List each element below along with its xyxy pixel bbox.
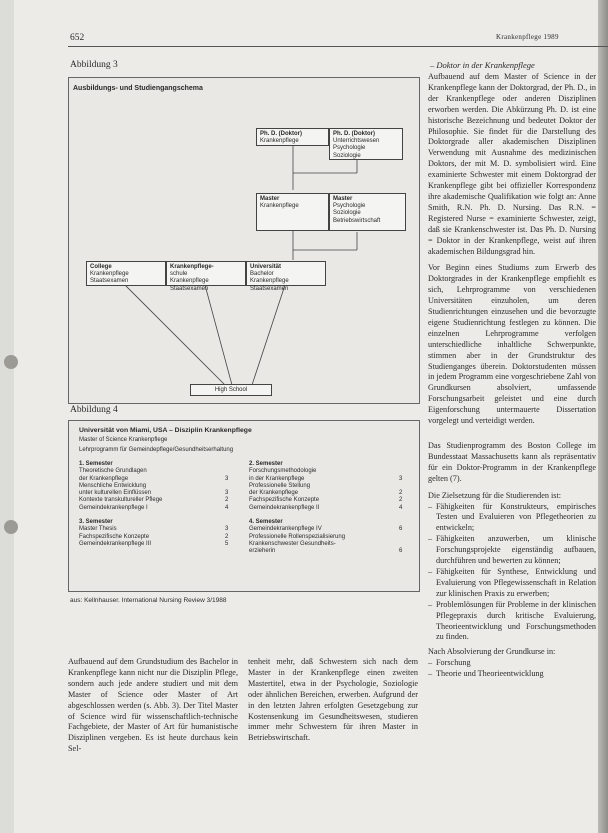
box-phd-nursing: Ph. D. (Doktor) Krankenpflege <box>256 128 329 146</box>
semester-block: 1. Semester Theoretische Grundlagen der Krankenpflege Menschliche Entwicklung unter kulturellen Einflüssen Kontexte transkultureller Pflege Gemeindekrankenpflege I <box>79 461 163 511</box>
box-master-nursing: Master Krankenpflege <box>256 193 329 231</box>
semester-block: 4. Semester Gemeindekrankenpflege IV Professionelle Rollenspezialisierung Krankenschwester Gesundheits- erzieherin <box>249 519 346 555</box>
figure3-label: Abbildung 3 <box>70 60 118 70</box>
credits-column: 6 6 <box>399 526 403 555</box>
body-paragraph: Aufbauend auf dem Master of Science in der Krankenpflege kann der Doktorgrad, der Ph. D., in der Krankenpflege oder anderen Disziplinen erworben werden. Die Abkürzung Ph. D. ist eine historische Bezeichnung und bedeutet Doktor der Philosophie. Sie findet für die Darstellung des Doktorgrade aller akademischen Disziplinen Verwendung mit Ausnahme des medizinischen Doktors, der mit M. D. symbolisiert wird. Eine examinierte Schwester mit einem Doktorgrad der Krankenpflege gibt bei offizieller Korrespondenz ihre akademische Qualifikation wie folgt an: Anne Smith, R.N. Ph. D. Nursing. Das R.N. = Registered Nurse = examinierte Schwester, zeigt, daß sie Krankenschwester ist. Das Ph. D. Nursing = Doktor in der Krankenpflege, weist auf ihren akademischen Bildungsgrad hin. <box>428 72 596 256</box>
figure4-source: aus: Kellnhauser. International Nursing Review 3/1988 <box>70 597 227 604</box>
courses-list <box>428 658 596 680</box>
figure3-title: Ausbildungs- und Studiengangschema <box>73 85 203 92</box>
body-paragraph: Aufbauend auf dem Grundstudium des Bachelor in Krankenpflege kann nicht nur die Disziplin Pflege, sondern auch jede andere studiert und mit dem Master of Science oder Master of Art abgeschlossen werden (s. Abb. 3). Der Titel Master of Science wird für wissenschaftlich-technische Fachgebiete, der Master of Art für humanistische Disziplinen vergeben. Es ist heute durchaus kein Sel- <box>68 657 238 754</box>
credits-column: 3 2 2 4 <box>399 475 403 511</box>
figure4-panel <box>68 420 420 592</box>
list-item: – Fähigkeiten für Konstrukteurs, empirisches Testen und Evaluieren von Pflegetheorien zu entwickeln; <box>428 502 596 535</box>
semester-block: 2. Semester Forschungsmethodologie in der Krankenpflege Professionelle Stellung der Krankenpflege Fachspezifische Konzepte Gemeindekrankenpflege II <box>249 461 320 511</box>
figure4-title: Universität von Miami, USA – Disziplin Krankenpflege <box>79 427 252 434</box>
body-paragraph: tenheit mehr, daß Schwestern sich nach dem Master in der Krankenpflege einen zweiten Mastertitel, etwa in der Psychologie, Soziologie oder ähnlichen Bereichen, erwerben. Aufgrund der in den letzten Jahren erfolgten Gesetzgebung zur Kostensenkung im Gesundheitswesen, studieren immer mehr Schwestern für ihren Master in Betriebswirtschaft. <box>248 657 418 743</box>
body-column-middle <box>248 657 418 744</box>
box-university: Universität Bachelor Krankenpflege Staatsexamen <box>246 261 326 286</box>
list-item: – Forschung <box>428 658 596 669</box>
credits-column: 3 3 2 4 <box>225 475 229 511</box>
section-heading: – Doktor in der Krankenpflege <box>430 60 535 70</box>
box-college: College Krankenpflege Staatsexamen <box>86 261 166 286</box>
figure4-label: Abbildung 4 <box>70 405 118 415</box>
credits-column: 3 2 5 <box>225 526 229 547</box>
goals-list <box>428 502 596 644</box>
body-paragraph: Vor Beginn eines Studiums zum Erwerb des Doktorgrades in der Krankenpflege empfiehlt es sich, Lehrprogramme von verschiedenen Universitäten einzuholen, um deren Studienrichtungen einzusehen und die bevorzugte eigene Studienrichtung festlegen zu können. Die einzelnen Lehrprogramme verfolgen unterschiedliche inhaltliche Schwerpunkte, stimmen aber in der Grundstruktur des Studienganges überein. Doktorstudenten müssen in jedem Programm eine vorgeschriebene Zahl von Grundkursen absolviert, umfassende Forschungsarbeit geleistet und eine durch Eigenforschung untermauerte Dissertation vorgelegt und verteidigt werden. <box>428 263 596 426</box>
figure4-subtitle: Lehrprogramm für Gemeindepflege/Gesundheitserhaltung <box>79 447 234 453</box>
running-title: Krankenpflege 1989 <box>496 33 559 41</box>
body-paragraph: Die Zielsetzung für die Studierenden ist: <box>428 490 562 500</box>
figure4-subtitle: Master of Science Krankenpflege <box>79 437 168 443</box>
box-master-other: Master Psychologie Soziologie Betriebswirtschaft <box>329 193 406 231</box>
semester-block: 3. Semester Master Thesis Fachspezifische Konzepte Gemeindekrankenpflege III <box>79 519 152 547</box>
list-item: – Fähigkeiten für Synthese, Entwicklung und Evaluierung von Pflegewissenschaft in Relation zur klinischen Praxis zu erwerben; <box>428 567 596 600</box>
list-item: – Problemlösungen für Probleme in der klinischen Pflegepraxis durch kritische Evaluierung, Theorieentwicklung und Forschungsmethoden zu finden. <box>428 600 596 644</box>
box-high-school: High School <box>190 384 272 396</box>
list-item: – Fähigkeiten anzuwerben, um klinische Forschungsprojekte eigenständig aufbauen, durchführen und bewerten zu können; <box>428 534 596 567</box>
page-number: 652 <box>70 33 85 43</box>
body-column-right <box>428 72 596 680</box>
box-hospital-school: Krankenpflege- schule Krankenpflege Staatsexamen <box>166 261 246 286</box>
body-column-left <box>68 657 238 755</box>
body-paragraph: Das Studienprogramm des Boston College im Bundesstaat Massachusetts kann als repräsentativ für ein Doktor-Programm in der Krankenpflege gelten (7). <box>428 441 596 483</box>
list-item: – Theorie und Theorieentwicklung <box>428 669 596 680</box>
box-phd-other: Ph. D. (Doktor) Unterrichtswesen Psychologie Soziologie <box>329 128 403 160</box>
body-paragraph: Nach Absolvierung der Grundkurse in: <box>428 647 556 657</box>
